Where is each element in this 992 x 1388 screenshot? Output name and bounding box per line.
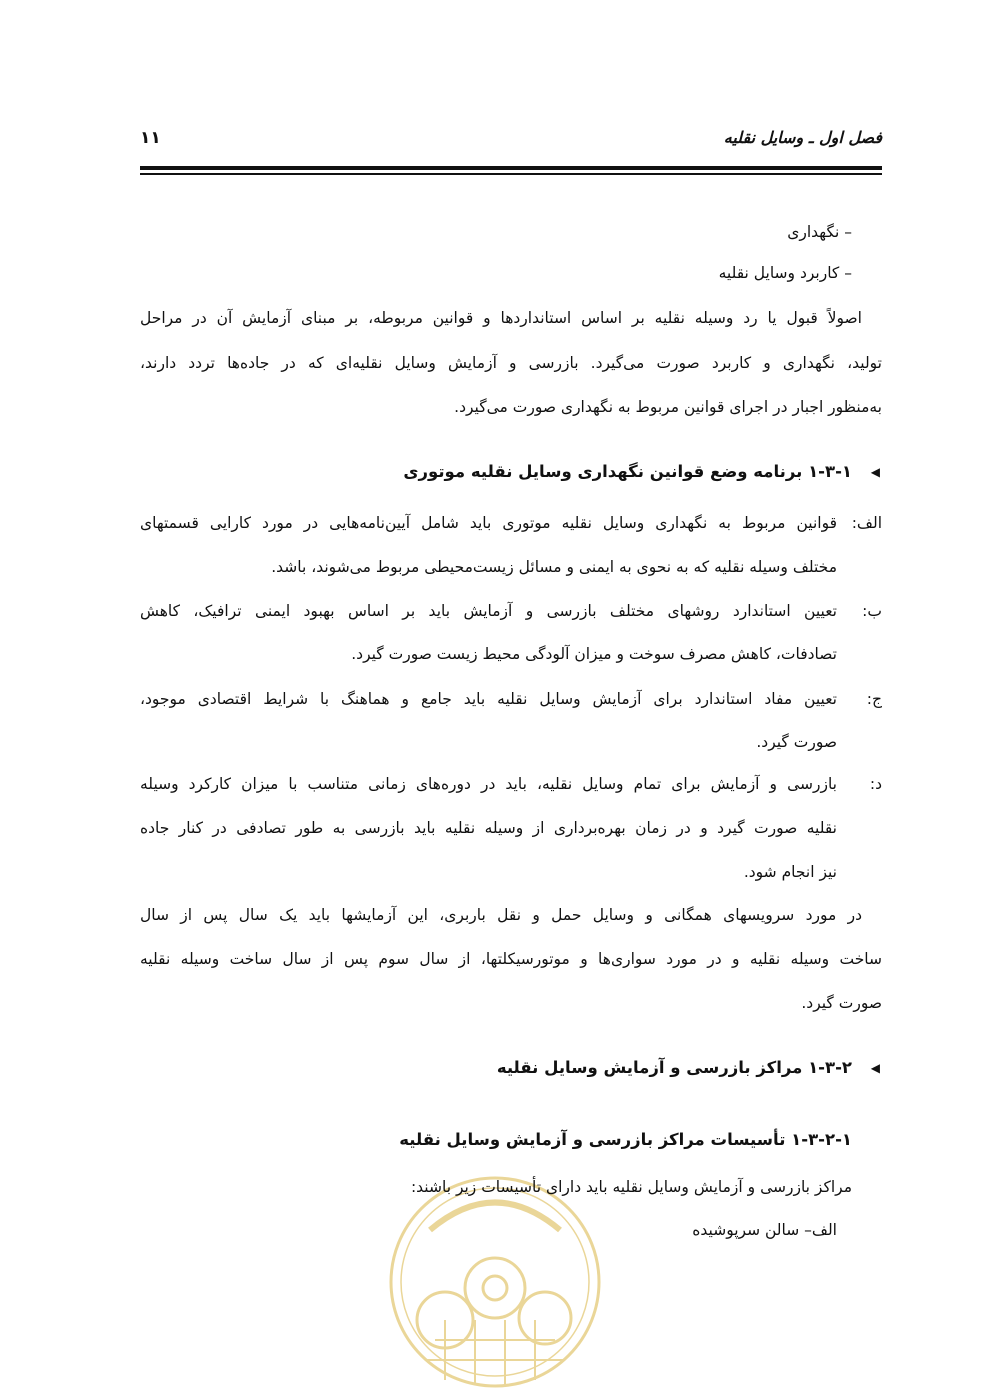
watermark-logo	[385, 1170, 605, 1388]
bullet-maintenance: – نگهداری	[787, 223, 852, 241]
list-item-line: تعیین استاندارد روشهای مختلف بازرسی و آزمایش باید بر اساس بهبود ایمنی ترافیک، کاهش	[140, 602, 837, 620]
list-item-line: تعیین مفاد استاندارد برای آزمایش وسایل نقلیه باید جامع و هماهنگ با شرایط اقتصادی موجود،	[140, 690, 837, 708]
section-paragraph-line: ساخت وسیله نقلیه و در مورد سواری‌ها و موتورسیکلتها، از سال سوم پس از سال ساخت وسیله نقلیه	[140, 950, 882, 968]
page-number: ۱۱	[140, 128, 161, 148]
intro-paragraph-line: تولید، نگهداری و کاربرد صورت می‌گیرد. بازرسی و آزمایش وسایل نقلیه‌ای که در جاده‌ها تردد دارند،	[140, 354, 882, 372]
section-paragraph-line: صورت گیرد.	[801, 994, 882, 1012]
section-arrow-icon: ◀	[870, 1061, 880, 1075]
intro-paragraph-line: به‌منظور اجبار در اجرای قوانین مربوط به نگهداری صورت می‌گیرد.	[454, 398, 882, 416]
subsection-heading: ۱-۳-۲-۱ تأسیسات مراکز بازرسی و آزمایش وسایل نقلیه	[399, 1130, 852, 1149]
intro-paragraph-line: اصولاً قبول یا رد وسیله نقلیه بر اساس استانداردها و قوانین مربوطه، بر مبنای آزمایش آن در مراحل	[140, 309, 862, 327]
bullet-vehicle-usage: – کاربرد وسایل نقلیه	[718, 264, 852, 282]
header-rule-thick	[140, 166, 882, 170]
section-arrow-icon: ◀	[870, 465, 880, 479]
subsection-paragraph: مراکز بازرسی و آزمایش وسایل نقلیه باید دارای تأسیسات زیر باشند:	[410, 1178, 852, 1196]
section-heading: ۱-۳-۱ برنامه وضع قوانین نگهداری وسایل نقلیه موتوری	[403, 462, 852, 481]
list-item-line: صورت گیرد.	[756, 733, 837, 751]
list-item-line: نقلیه صورت گیرد و در زمان بهره‌برداری از وسیله نقلیه باید بازرسی به طور تصادفی در کنار جاده	[140, 819, 837, 837]
list-item-line: قوانین مربوط به نگهداری وسایل نقلیه موتوری باید شامل آیین‌نامه‌هایی در مورد کارایی قسمتهای	[140, 514, 837, 532]
list-item-line: نیز انجام شود.	[743, 863, 837, 881]
chapter-title: فصل اول ـ وسایل نقلیه	[723, 128, 882, 147]
list-item-label: الف:	[851, 514, 882, 532]
list-item-label: ب:	[862, 602, 882, 620]
list-item-label: د:	[869, 775, 882, 793]
list-item-label: ج:	[866, 690, 882, 708]
list-item-line: مختلف وسیله نقلیه که به نحوی به ایمنی و مسائل زیست‌محیطی مربوط می‌شوند، باشد.	[271, 558, 837, 576]
section-heading: ۱-۳-۲ مراکز بازرسی و آزمایش وسایل نقلیه	[496, 1058, 852, 1077]
list-item-line: بازرسی و آزمایش برای تمام وسایل نقلیه، باید در دوره‌های زمانی متناسب با میزان کارکرد وسیله	[140, 775, 837, 793]
page-header	[140, 128, 882, 154]
subsection-list-item: الف– سالن سرپوشیده	[692, 1221, 837, 1239]
section-paragraph-line: در مورد سرویسهای همگانی و وسایل حمل و نقل باربری، این آزمایشها باید یک سال پس از سال	[140, 906, 862, 924]
header-rule-thin	[140, 173, 882, 175]
list-item-line: تصادفات، کاهش مصرف سوخت و میزان آلودگی محیط زیست صورت گیرد.	[351, 645, 837, 663]
